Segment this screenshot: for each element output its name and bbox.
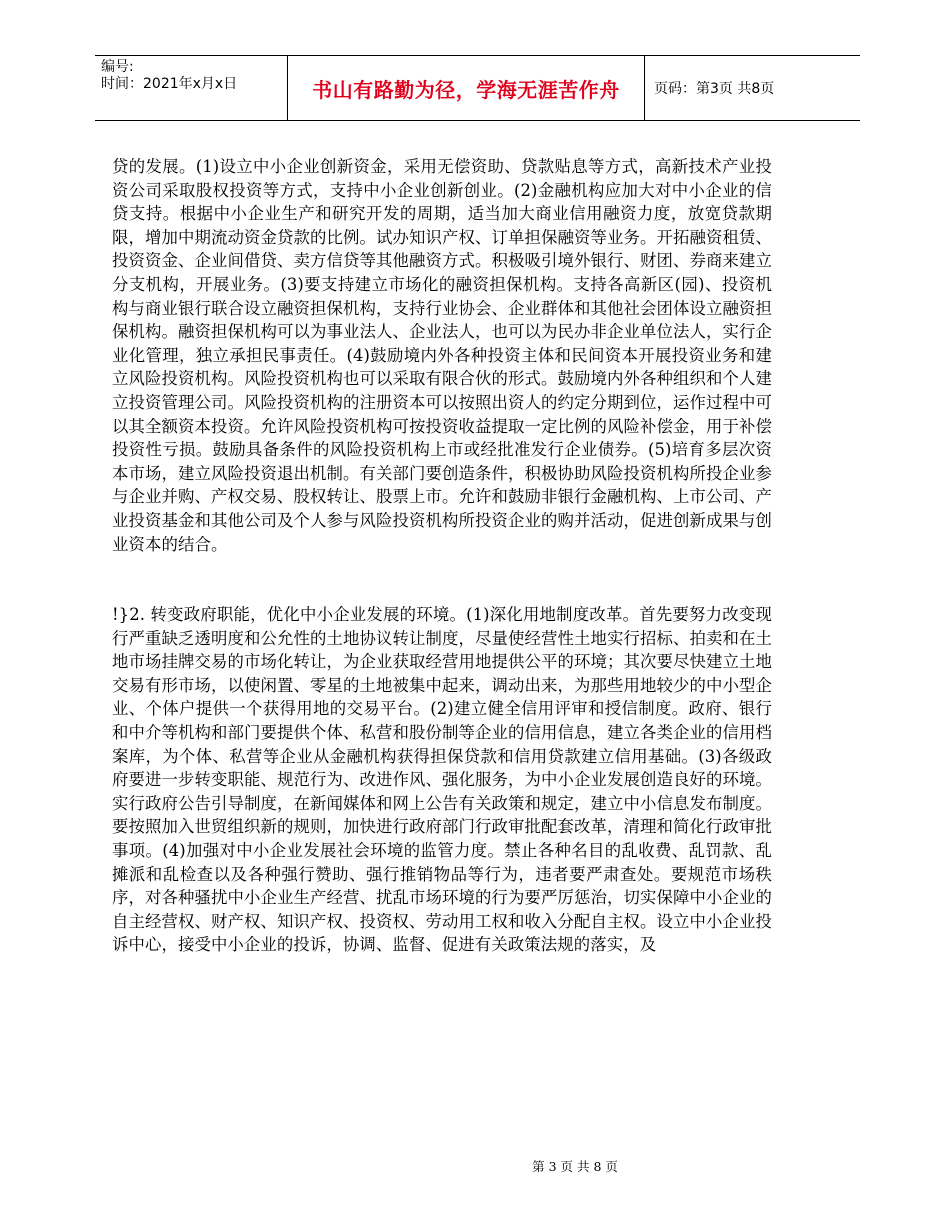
header-meta bbox=[95, 56, 287, 120]
header-page-info: 页码：第3页 共8页 bbox=[654, 81, 775, 97]
number-label: 编号: bbox=[101, 59, 134, 75]
page-header bbox=[95, 55, 860, 121]
paragraph-financing: 贷的发展。(1)设立中小企业创新资金，采用无偿资助、贷款贴息等方式，高新技术产业投资公司采取股权投资等方式，支持中小企业创新创业。(2)金融机构应加大对中小企业的信贷支持。根据中小企业生产和研究开发的周期，适当加大商业信用融资力度，放宽贷款期限，增加中期流动资金贷款的比例。试办知识产权、订单担保融资等业务。开拓融资租赁、投资资金、企业间借贷、卖方信贷等其他融资方式。积极吸引境外银行、财团、券商来建立分支机构，开展业务。(3)要支持建立市场化的融资担保机构。支持各高新区(园)、投资机构与商业银行联合设立融资担保机构，支持行业协会、企业群体和其他社会团体设立融资担保机构。融资担保机构可以为事业法人、企业法人，也可以为民办非企业单位法人，实行企业化管理，独立承担民事责任。(4)鼓励境内外各种投资主体和民间资本开展投资业务和建立风险投资机构。风险投资机构也可以采取有限合伙的形式。鼓励境内外各种组织和个人建立投资管理公司。风险投资机构的注册资本可以按照出资人的约定分期到位，运作过程中可以其全额资本投资。允许风险投资机构可按投资收益提取一定比例的风险补偿金，用于补偿投资性亏损。鼓励具备条件的风险投资机构上市或经批准发行企业债券。(5)培育多层次资本市场，建立风险投资退出机制。有关部门要创造条件，积极协助风险投资机构所投企业参与企业并购、产权交易、股权转让、股票上市。允许和鼓励非银行金融机构、上市公司、产业投资基金和其他公司及个人参与风险投资机构所投资企业的购并活动，促进创新成果与创业资本的结合。 bbox=[112, 157, 772, 554]
header-motto: 书山有路勤为径，学海无涯苦作舟 bbox=[287, 56, 645, 120]
time-label: 时间：2021年x月x日 bbox=[101, 76, 238, 92]
paragraph-government-functions: !}2. 转变政府职能，优化中小企业发展的环境。(1)深化用地制度改革。首先要努力改变现行严重缺乏透明度和公允性的土地协议转让制度，尽量使经营性土地实行招标、拍卖和在土地市场挂牌交易的市场化转让，为企业获取经营用地提供公平的环境；其次要尽快建立土地交易有形市场，以使闲置、零星的土地被集中起来，调动出来，为那些用地较少的中小型企业、个体户提供一个获得用地的交易平台。(2)建立健全信用评审和授信制度。政府、银行和中介等机构和部门要提供个体、私营和股份制等企业的信用信息，建立各类企业的信用档案库，为个体、私营等企业从金融机构获得担保贷款和信用贷款建立信用基础。(3)各级政府要进一步转变职能、规范行为、改进作风、强化服务，为中小企业发展创造良好的环境。实行政府公告引导制度，在新闻媒体和网上公告有关政策和规定，建立中小信息发布制度。要按照加入世贸组织新的规则，加快进行政府部门行政审批配套改革，清理和简化行政审批事项。(4)加强对中小企业发展社会环境的监管力度。禁止各种名目的乱收费、乱罚款、乱摊派和乱检查以及各种强行赞助、强行推销物品等行为，违者要严肃查处。要规范市场秩序，对各种骚扰中小企业生产经营、扰乱市场环境的行为要严厉惩治，切实保障中小企业的自主经营权、财产权、知识产权、投资权、劳动用工权和收入分配自主权。设立中小企业投诉中心，接受中小企业的投诉，协调、监督、促进有关政策法规的落实，及 bbox=[112, 605, 772, 955]
document-body bbox=[112, 155, 772, 957]
page-footer: 第 3 页 共 8 页 bbox=[532, 1159, 618, 1174]
